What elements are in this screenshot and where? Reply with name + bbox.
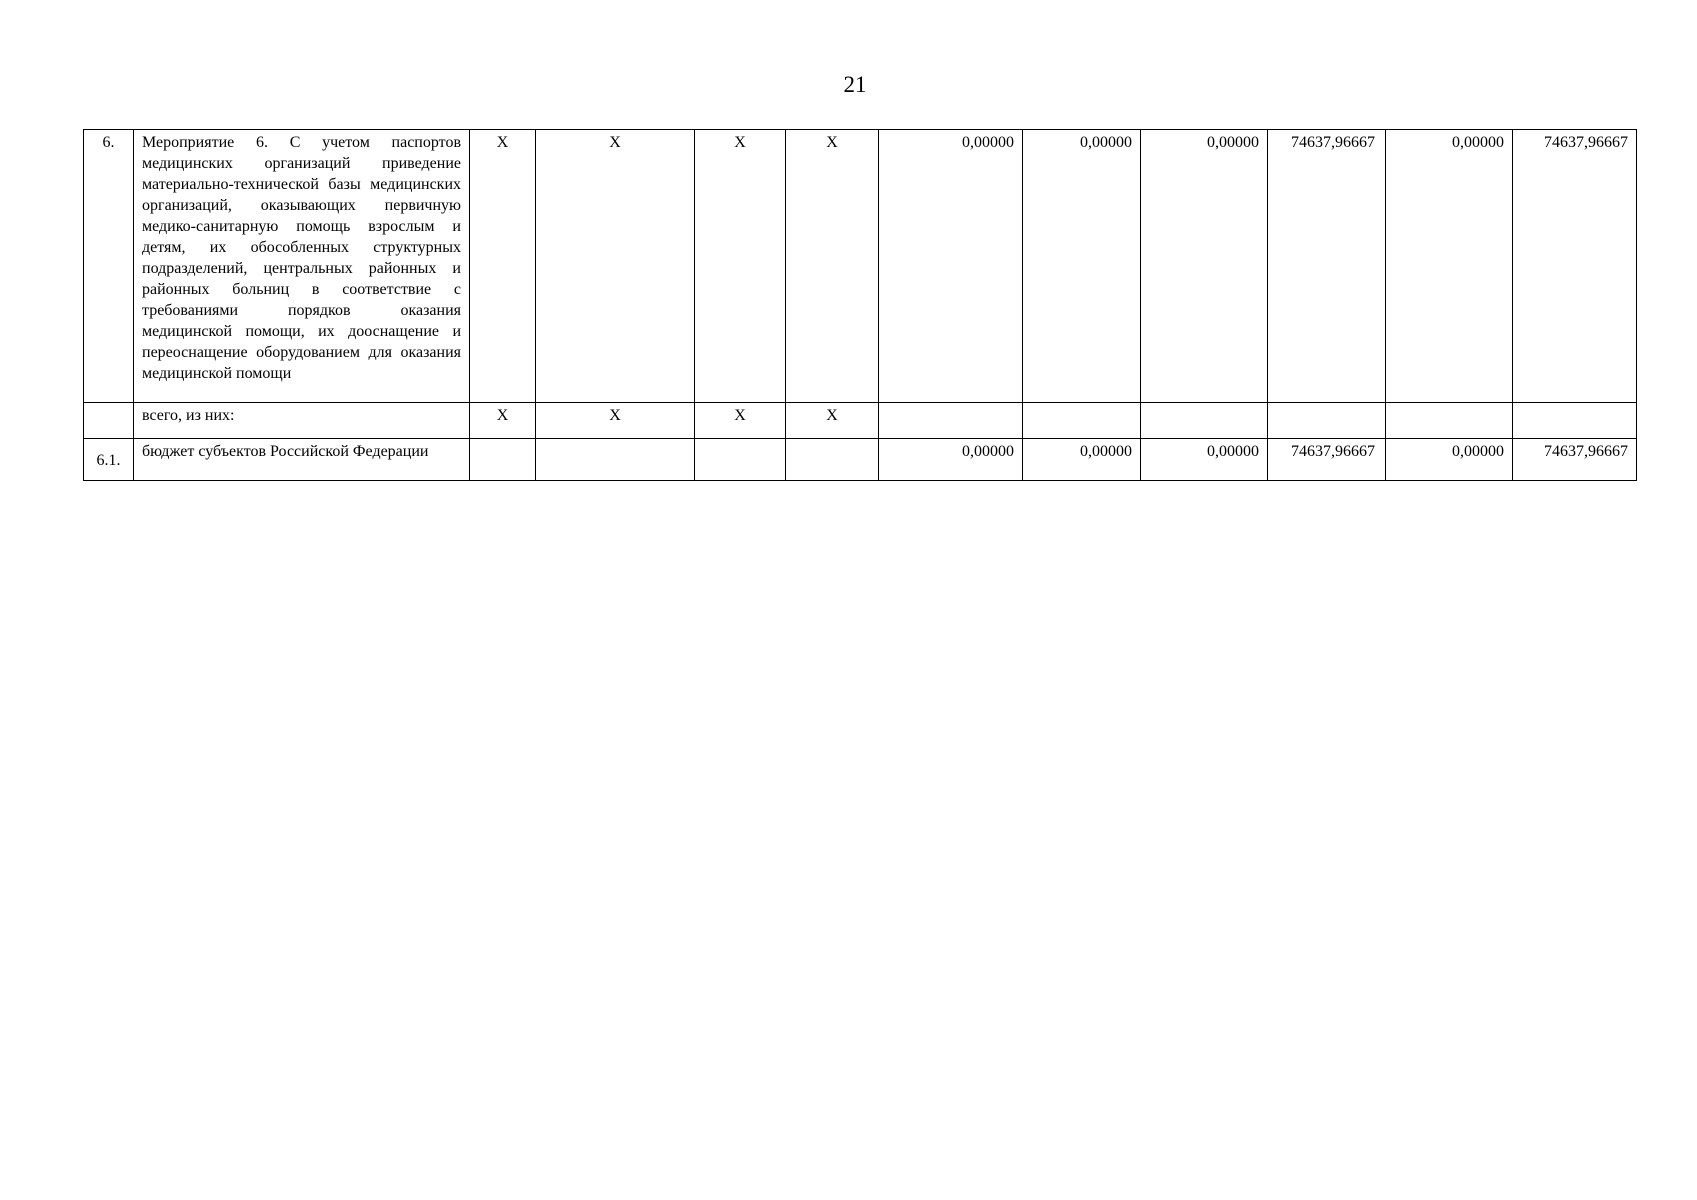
table-row [84, 130, 1637, 403]
cell-value [1268, 403, 1386, 439]
cell-value: 0,00000 [1023, 130, 1141, 403]
cell-value: 0,00000 [879, 130, 1023, 403]
cell-value: 0,00000 [1386, 439, 1513, 481]
row-number: 6.1. [84, 439, 134, 481]
cell-value [879, 403, 1023, 439]
cell-x: X [786, 403, 879, 439]
cell-value: 0,00000 [879, 439, 1023, 481]
cell-x: X [695, 403, 786, 439]
cell-value: 74637,96667 [1268, 130, 1386, 403]
cell-value: 0,00000 [1141, 130, 1268, 403]
cell-x [536, 439, 695, 481]
cell-x [786, 439, 879, 481]
cell-x: X [695, 130, 786, 403]
row-description: Мероприятие 6. С учетом паспортов медицинских организаций приведение материально-технической базы медицинских организаций, оказывающих первичную медико-санитарную помощь взрослым и детям, их обособленных структурных подразделений, центральных районных и районных больниц в соответствие с требованиями порядков оказания медицинской помощи, их дооснащение и переоснащение оборудованием для оказания медицинской помощи [134, 130, 470, 403]
cell-value [1141, 403, 1268, 439]
cell-value: 74637,96667 [1268, 439, 1386, 481]
cell-x: X [470, 130, 536, 403]
cell-x [470, 439, 536, 481]
cell-value [1386, 403, 1513, 439]
cell-value: 0,00000 [1023, 439, 1141, 481]
cell-x [695, 439, 786, 481]
cell-value: 0,00000 [1386, 130, 1513, 403]
cell-value: 0,00000 [1141, 439, 1268, 481]
cell-value [1023, 403, 1141, 439]
row-number [84, 403, 134, 439]
cell-x: X [536, 130, 695, 403]
row-number: 6. [84, 130, 134, 403]
cell-x: X [786, 130, 879, 403]
row-description: бюджет субъектов Российской Федерации [134, 439, 470, 481]
table-row [84, 439, 1637, 481]
budget-table [83, 129, 1637, 481]
cell-value: 74637,96667 [1513, 130, 1637, 403]
row-description: всего, из них: [134, 403, 470, 439]
cell-x: X [470, 403, 536, 439]
page-number: 21 [843, 72, 867, 97]
cell-x: X [536, 403, 695, 439]
cell-value [1513, 403, 1637, 439]
cell-value: 74637,96667 [1513, 439, 1637, 481]
table-row [84, 403, 1637, 439]
